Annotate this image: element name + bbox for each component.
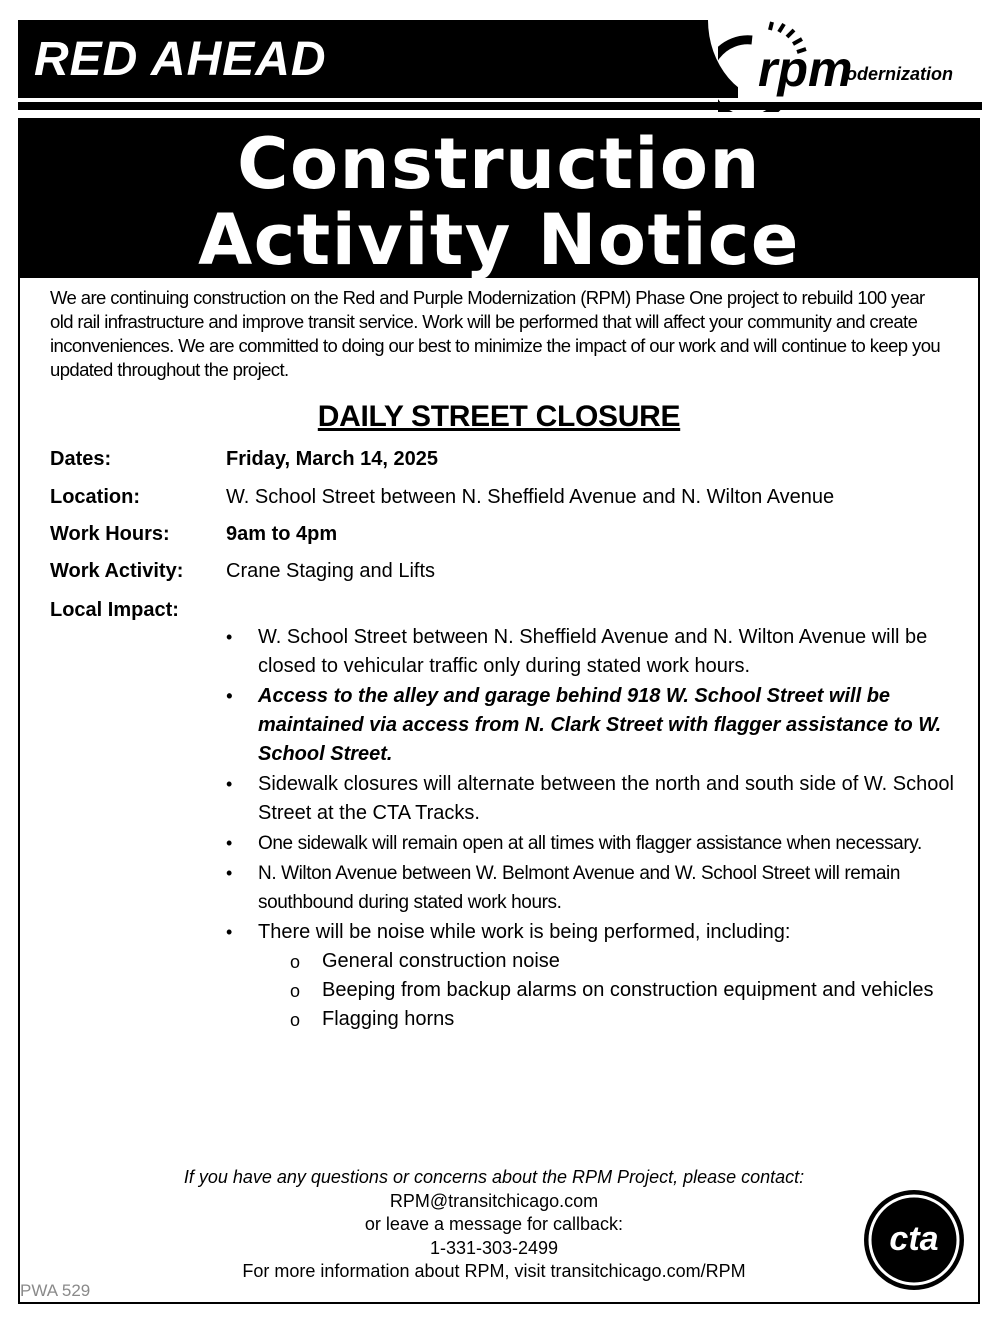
page-header (18, 20, 982, 112)
noise-text: Beeping from backup alarms on construction equipment and vehicles (322, 979, 934, 1001)
impact-text: N. Wilton Avenue between W. Belmont Avenue and W. School Street will remain southbound during stated work hours. (258, 863, 901, 913)
red-ahead-brand: RED AHEAD (34, 33, 327, 86)
ring-bullet-icon: o (290, 952, 301, 972)
noise-text: Flagging horns (322, 1008, 455, 1030)
contact-callback: or leave a message for callback: (364, 1214, 624, 1234)
impact-text: One sidewalk will remain open at all times with flagger assistance when necessary. (258, 833, 922, 854)
title-block (20, 120, 978, 281)
list-item (226, 829, 966, 858)
cta-logo (862, 1188, 966, 1292)
dates-value: Friday, March 14, 2025 (226, 448, 438, 470)
list-item (290, 1005, 966, 1034)
rpm-modernization-logo (718, 20, 982, 112)
bullet-icon: • (226, 686, 233, 706)
cta-logo-text: cta (889, 1220, 939, 1258)
dates-label: Dates: (50, 448, 112, 470)
impact-text: There will be noise while work is being performed, including: (258, 921, 791, 943)
list-item (290, 947, 966, 976)
section-heading: DAILY STREET CLOSURE (317, 400, 681, 433)
bullet-icon: • (226, 922, 233, 942)
impact-text: Access to the alley and garage behind 918 W. School Street will be maintained via access from N. Clark Street with flagger assistance to W. School Street. (258, 685, 942, 765)
contact-email[interactable]: RPM@transitchicago.com (389, 1190, 599, 1211)
form-code: PWA 529 (20, 1281, 91, 1300)
list-item (226, 859, 966, 917)
contact-block (20, 1166, 968, 1284)
impact-text: Sidewalk closures will alternate between the north and south side of W. School Street at the CTA Tracks. (258, 773, 954, 824)
location-label: Location: (50, 486, 140, 508)
contact-intro: If you have any questions or concerns about the RPM Project, please contact: (183, 1167, 805, 1187)
work-hours-label: Work Hours: (50, 523, 170, 545)
list-item (226, 682, 966, 769)
ring-bullet-icon: o (290, 981, 301, 1001)
rpm-logo-text: rpm (758, 41, 853, 97)
bullet-icon: • (226, 833, 232, 853)
list-item (226, 918, 966, 1034)
work-activity-value: Crane Staging and Lifts (226, 560, 436, 582)
list-item (290, 976, 966, 1005)
ring-bullet-icon: o (290, 1010, 301, 1030)
noise-text: General construction noise (322, 950, 560, 972)
list-item (226, 770, 966, 828)
bullet-icon: • (226, 863, 232, 883)
work-hours-value: 9am to 4pm (226, 523, 338, 545)
rpm-logo-suffix: odernization (846, 64, 953, 84)
location-value: W. School Street between N. Sheffield Avenue and N. Wilton Avenue (226, 486, 835, 508)
local-impact-list (226, 623, 966, 1035)
title-line-2: Activity Notice (198, 199, 800, 281)
contact-more-info: For more information about RPM, visit transitchicago.com/RPM (242, 1261, 746, 1281)
contact-phone[interactable]: 1-331-303-2499 (429, 1237, 559, 1258)
bullet-icon: • (226, 774, 233, 794)
title-line-1: Construction (237, 123, 761, 205)
notice-frame (18, 118, 980, 1304)
local-impact-label: Local Impact: (50, 599, 179, 621)
noise-sublist (258, 947, 966, 1034)
list-item (226, 623, 966, 681)
work-activity-label: Work Activity: (50, 560, 184, 582)
impact-text: W. School Street between N. Sheffield Avenue and N. Wilton Avenue will be closed to vehicular traffic only during stated work hours. (258, 626, 928, 677)
intro-paragraph: We are continuing construction on the Red and Purple Modernization (RPM) Phase One project to rebuild 100 year old rail infrastructure and improve transit service. Work will be performed that will affect your community and create inconveniences. We are committed to doing our best to minimize the impact of our work and will continue to keep you updated throughout the project. (50, 287, 941, 380)
bullet-icon: • (226, 627, 233, 647)
